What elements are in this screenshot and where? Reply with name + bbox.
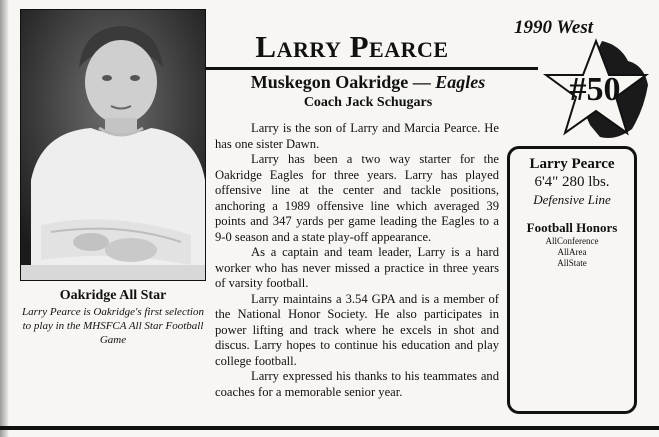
title-rule-divider [205,67,538,70]
bio-paragraph: Larry is the son of Larry and Marcia Pearce. He has one sister Dawn. [215,121,499,151]
player-photo [20,9,206,281]
bio-paragraph: As a captain and team leader, Larry is a hard worker who has never missed a practice in three years of varsity football. [215,245,499,290]
player-name-heading: Larry Pearce [255,29,449,64]
coach-name: Coach Jack Schugars [303,95,433,110]
caption-title: Oakridge All Star [59,288,167,303]
honor-item: AllState [557,258,587,268]
honors-heading: Football Honors [526,220,618,235]
stats-player-name: Larry Pearce [529,156,615,172]
player-portrait-image [21,10,205,280]
school-line [218,71,518,93]
honor-item: AllArea [557,247,587,257]
stats-box [507,146,637,414]
stats-height-weight: 6'4" 280 lbs. [534,174,610,190]
year-text: 1990 [514,17,552,38]
biography-text [215,121,499,400]
stats-position: Defensive Line [533,192,611,207]
photo-caption [22,287,204,347]
bio-paragraph: Larry maintains a 3.54 GPA and is a member of the National Honor Society. He also participates in power lifting and track where he excels in shot and discus. Larry hopes to continue his education and play college football. [215,291,499,368]
bottom-rule-divider [0,426,659,430]
region-text: West [556,17,594,38]
bio-paragraph: Larry has been a two way starter for the Oakridge Eagles for three years. Larry has played offensive line at the center and tackle positions, anchoring a 1989 offensive line which averaged 39 points and 347 yards per game leading the Eagles to a 9-0 season and a state play-off appearance. [215,152,499,244]
caption-text: Larry Pearce is Oakridge's first selection to play in the MHSFCA All Star Football Game [22,306,204,346]
player-number: #50 [569,71,621,108]
school-nickname: Eagles [435,72,486,92]
honor-item: AllConference [545,236,599,246]
page-binding-shadow [0,0,9,437]
school-name: Muskegon Oakridge — [250,72,431,92]
bio-paragraph: Larry expressed his thanks to his teammates and coaches for a memorable senior year. [215,369,499,399]
